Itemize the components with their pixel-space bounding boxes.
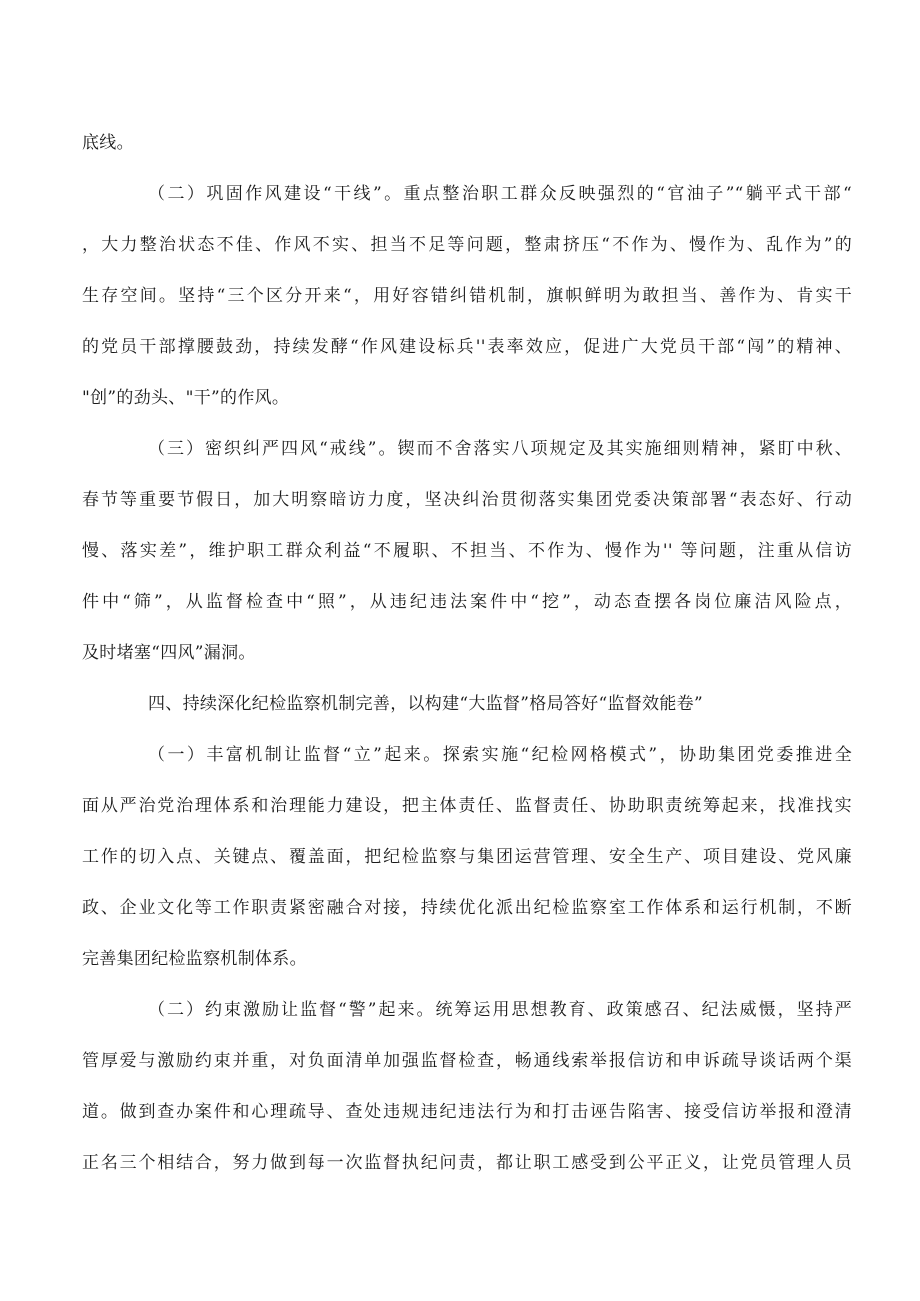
text-line: 春节等重要节假日，加大明察暗访力度，坚决纠治贯彻落实集团党委决策部署“表态好、行动 <box>82 490 852 510</box>
text-line: 的党员干部撑腰鼓劲，持续发酵“作风建设标兵''表率效应，促进广大党员干部“闯”的精神、 <box>82 337 852 357</box>
text-line: （二）巩固作风建设“干线”。重点整治职工群众反映强烈的“官油子”“躺平式干部“ <box>148 184 852 204</box>
text-line: 政、企业文化等工作职责紧密融合对接，持续优化派出纪检监察室工作体系和运行机制，不断 <box>82 898 852 918</box>
text-line: 正名三个相结合，努力做到每一次监督执纪问责，都让职工感受到公平正义，让党员管理人员 <box>82 1153 852 1173</box>
text-line: （一）丰富机制让监督“立”起来。探索实施“纪检网格模式”，协助集团党委推进全 <box>148 745 852 765</box>
text-line: （二）约束激励让监督“警”起来。统筹运用思想教育、政策感召、纪法威慑，坚持严 <box>148 1000 852 1020</box>
text-line: 工作的切入点、关键点、覆盖面，把纪检监察与集团运营管理、安全生产、项目建设、党风廉 <box>82 847 852 867</box>
text-line: 管厚爱与激励约束并重，对负面清单加强监督检查，畅通线索举报信访和申诉疏导谈话两个渠 <box>82 1051 852 1071</box>
text-line: "创”的劲头、"干”的作风。 <box>82 388 290 408</box>
text-line: 慢、落实差”，维护职工群众利益“不履职、不担当、不作为、慢作为'' 等问题，注重从信访 <box>82 541 852 561</box>
text-line: 件中“筛”，从监督检查中“照”，从违纪违法案件中“挖”，动态查摆各岗位廉洁风险点， <box>82 592 852 612</box>
section-heading: 四、持续深化纪检监察机制完善，以构建“大监督”格局答好“监督效能卷” <box>148 694 703 714</box>
text-line: 面从严治党治理体系和治理能力建设，把主体责任、监督责任、协助职责统筹起来，找准找实 <box>82 796 852 816</box>
text-line: （三）密织纠严四风“戒线”。锲而不舍落实八项规定及其实施细则精神，紧盯中秋、 <box>148 439 852 459</box>
text-line: 生存空间。坚持“三个区分开来“，用好容错纠错机制，旗帜鲜明为敢担当、善作为、肯实干 <box>82 286 852 306</box>
text-line: 底线。 <box>82 133 134 153</box>
text-line: 道。做到查办案件和心理疏导、查处违规违纪违法行为和打击诬告陷害、接受信访举报和澄清 <box>82 1102 852 1122</box>
text-line: ，大力整治状态不佳、作风不实、担当不足等问题，整肃挤压“不作为、慢作为、乱作为”的 <box>82 235 852 255</box>
text-line: 及时堵塞“四风”漏洞。 <box>82 643 256 663</box>
text-line: 完善集团纪检监察机制体系。 <box>82 949 307 969</box>
